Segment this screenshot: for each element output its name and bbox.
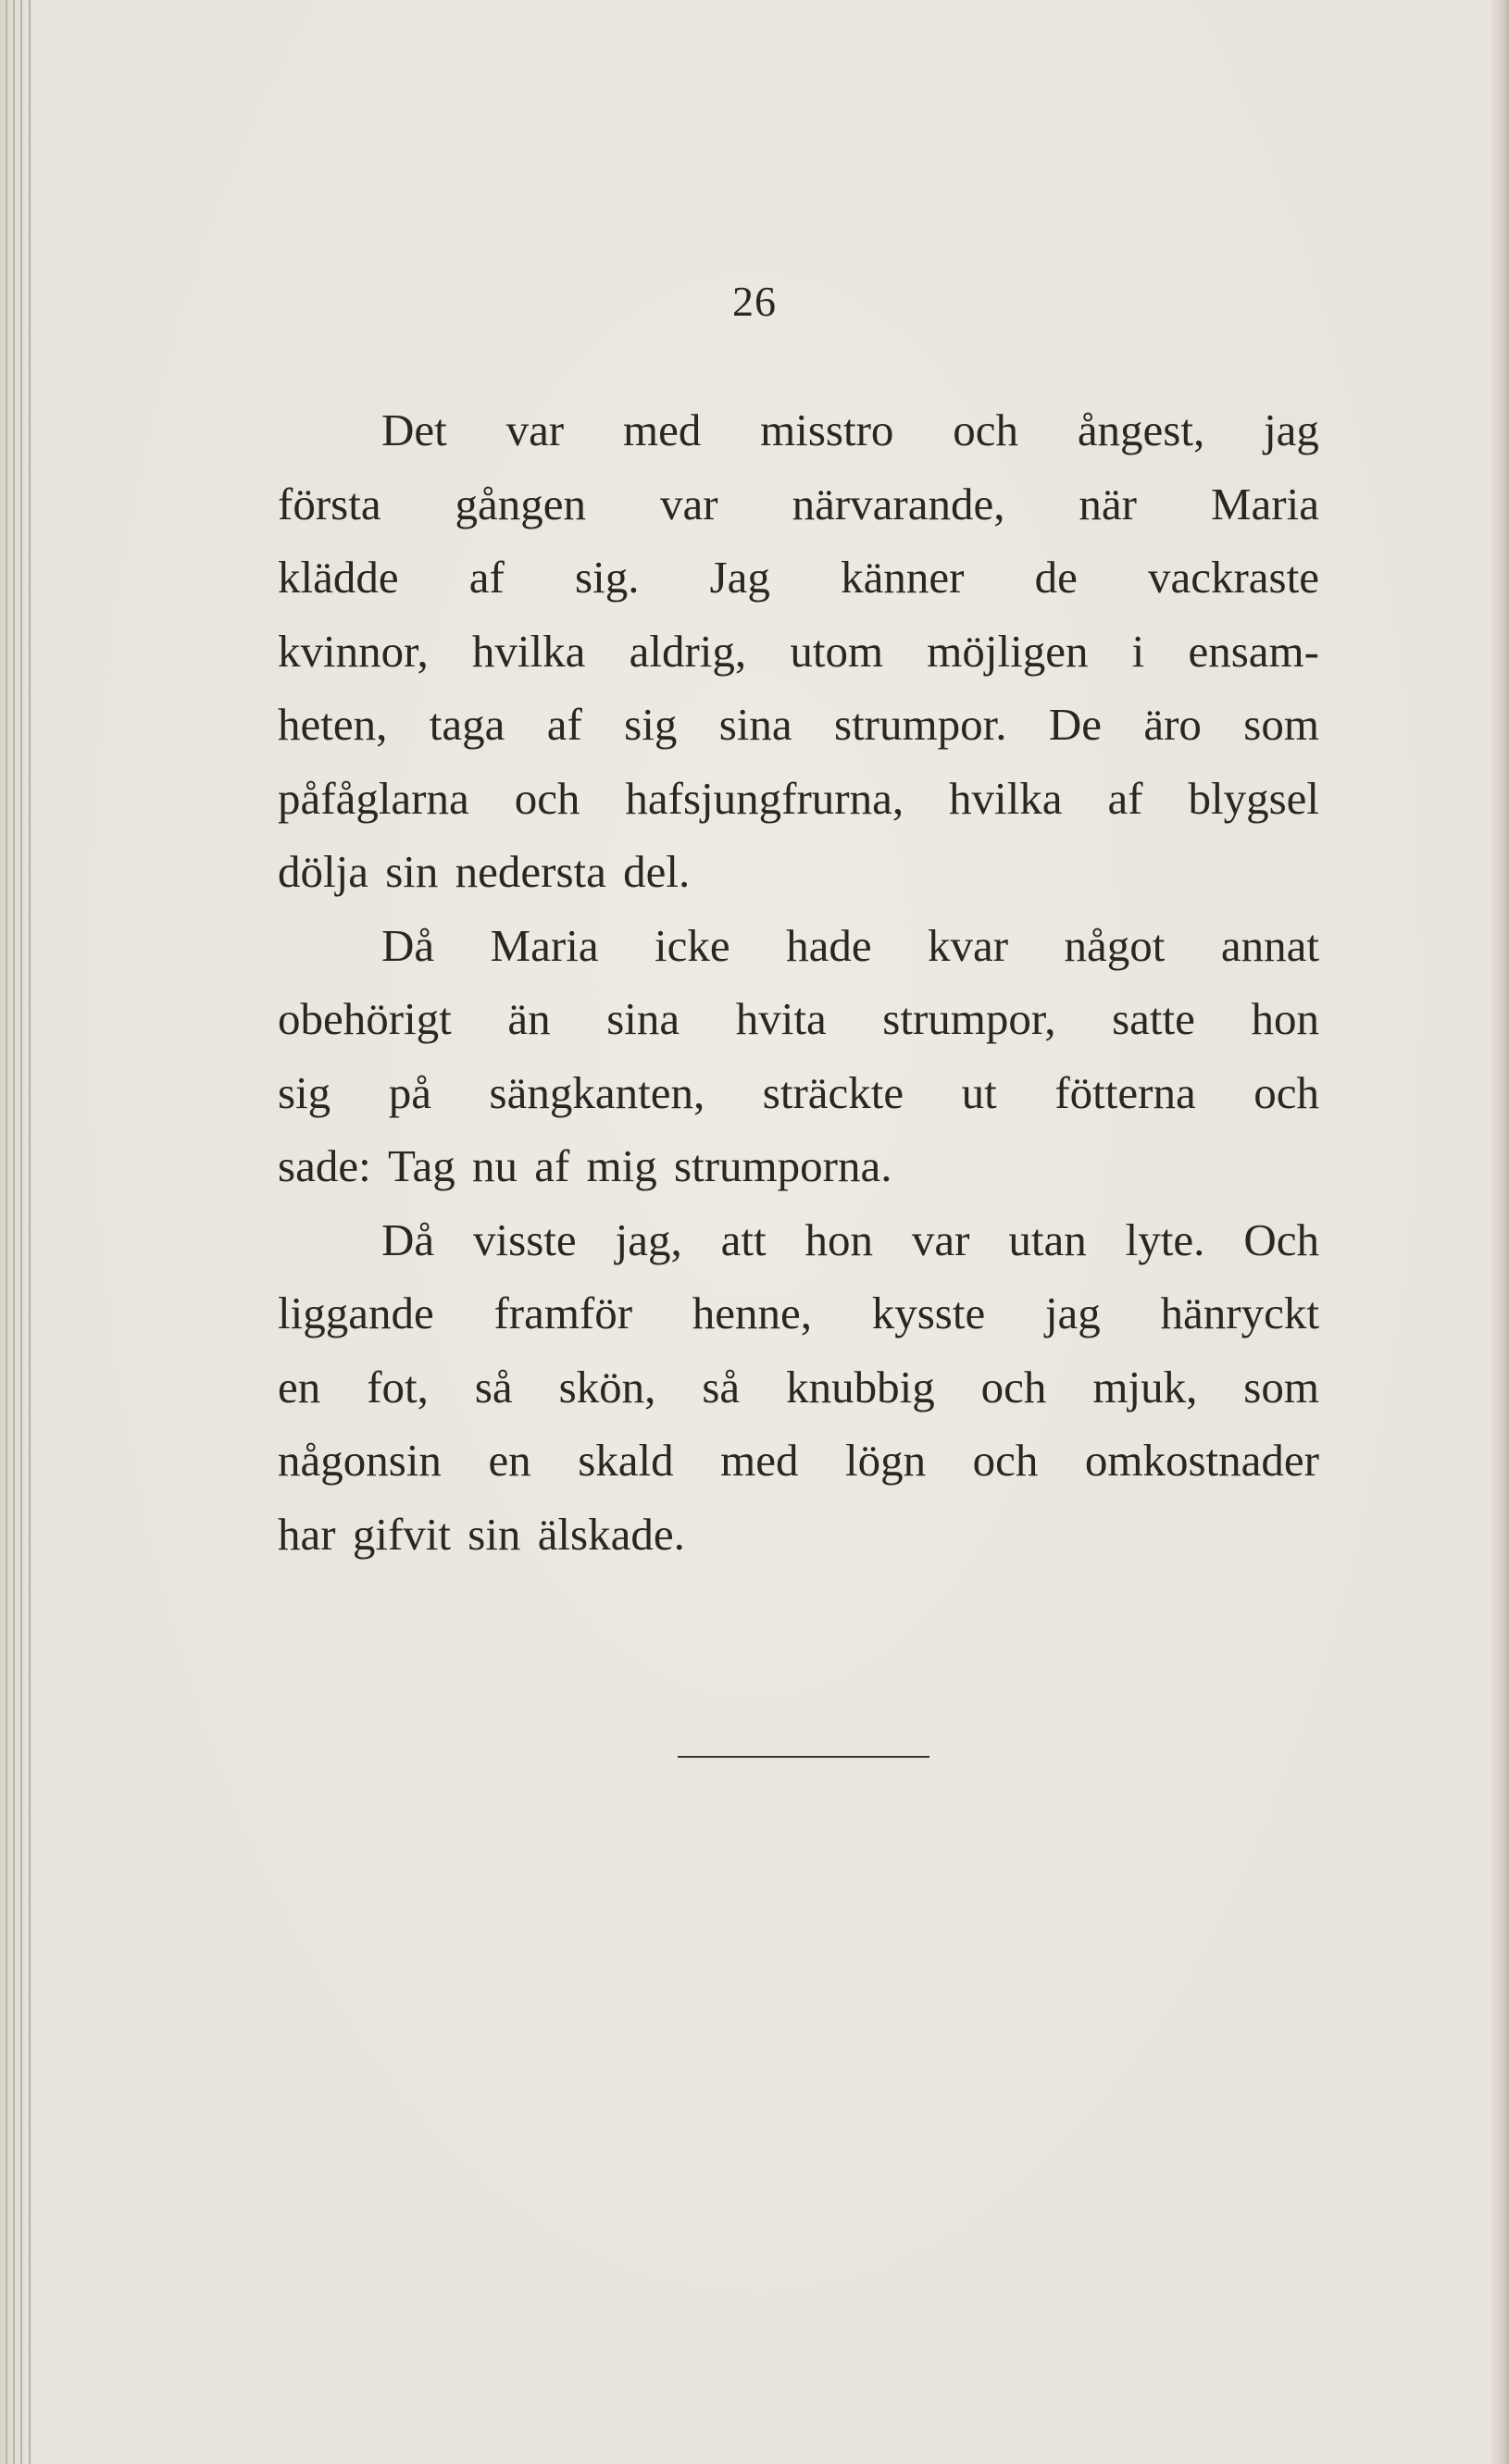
page-left-edge [0, 0, 37, 2464]
word: så [702, 1361, 741, 1412]
word: af [546, 699, 582, 750]
word: jag [1044, 1288, 1101, 1338]
word: de [1034, 552, 1078, 603]
word: var [660, 478, 718, 529]
word: Maria [1210, 478, 1319, 529]
word: gången [455, 478, 587, 529]
word: kysste [871, 1288, 986, 1338]
word: ångest, [1077, 404, 1205, 455]
word: utan [1008, 1213, 1087, 1265]
word: och [514, 772, 580, 824]
word: aldrig, [629, 625, 747, 677]
word: sträckte [762, 1066, 904, 1118]
word: Tag [387, 1140, 472, 1191]
word: närvarande, [792, 478, 1005, 529]
word: sig [278, 1066, 331, 1118]
word: någonsin [278, 1435, 442, 1486]
word: med [720, 1435, 799, 1486]
text-line [278, 688, 1319, 762]
text-line [278, 982, 1319, 1056]
word: hvita [735, 993, 827, 1044]
section-rule [678, 1756, 929, 1758]
word: Jag [709, 552, 770, 603]
page-number: 26 [732, 278, 777, 325]
word: var [911, 1213, 970, 1265]
word: Maria [490, 919, 599, 971]
word: af [534, 1140, 587, 1191]
word: hade [786, 919, 872, 971]
word: att [720, 1213, 767, 1265]
word: sig. [575, 552, 640, 603]
edge-line [20, 0, 22, 2464]
word: mig [586, 1140, 675, 1191]
word: och [980, 1361, 1047, 1412]
word: har [278, 1508, 353, 1560]
word: nu [471, 1140, 535, 1191]
word: kvinnor, [278, 625, 429, 677]
word: kvar [928, 919, 1009, 971]
word: påfåglarna [278, 772, 469, 824]
word: heten, [278, 699, 388, 750]
word: De [1048, 699, 1102, 750]
word: på [388, 1066, 431, 1118]
word: och [953, 404, 1018, 455]
text-line [278, 909, 1319, 983]
word: var [505, 404, 565, 455]
word: mjuk, [1092, 1361, 1198, 1412]
word: sängkanten, [489, 1066, 705, 1118]
word: sina [606, 993, 680, 1044]
word: möjligen [927, 625, 1089, 677]
word: sig [624, 699, 678, 750]
word: hvilka [471, 625, 586, 677]
word: annat [1220, 919, 1319, 971]
word: skön, [558, 1361, 656, 1412]
word: misstro [760, 404, 894, 455]
word: känner [841, 552, 965, 603]
word: och [972, 1435, 1039, 1486]
word: af [1107, 772, 1143, 824]
word: så [474, 1361, 513, 1412]
word: Då [381, 919, 435, 971]
word: af [468, 552, 505, 603]
word: jag, [615, 1213, 682, 1265]
word: en [488, 1435, 531, 1486]
word: liggande [278, 1288, 434, 1338]
word: sin [385, 846, 455, 897]
word: strumpor, [882, 993, 1056, 1044]
word: taga [429, 699, 505, 750]
word: med [622, 404, 702, 455]
word: nedersta [455, 846, 624, 897]
text-line [278, 615, 1319, 689]
word: sade: [278, 1140, 388, 1191]
word: som [1243, 699, 1319, 750]
text-line [278, 467, 1319, 541]
word: Då [381, 1213, 435, 1265]
word: i [1131, 625, 1145, 677]
word: lyte. [1125, 1213, 1205, 1265]
page-right-edge [1489, 0, 1509, 2464]
word: ut [961, 1066, 997, 1118]
word: gifvit [352, 1508, 468, 1560]
word: knubbig [786, 1361, 935, 1412]
text-line [278, 1498, 1319, 1572]
word: dölja [278, 846, 386, 897]
word: del. [623, 846, 691, 897]
text-line [278, 541, 1319, 615]
word: första [278, 478, 381, 529]
word: Och [1243, 1213, 1319, 1265]
word: blygsel [1188, 772, 1319, 824]
word: hänryckt [1160, 1288, 1319, 1338]
word: strumporna. [674, 1140, 892, 1191]
edge-line [6, 0, 7, 2464]
word: hon [1251, 993, 1319, 1044]
edge-line [13, 0, 15, 2464]
text-line [278, 393, 1319, 467]
word: ensam- [1188, 625, 1319, 677]
text-line [278, 1056, 1319, 1130]
word: lögn [845, 1435, 927, 1486]
word: hafsjungfrurna, [625, 772, 904, 824]
text-line [278, 1350, 1319, 1425]
word: jag [1264, 404, 1319, 455]
word: än [507, 993, 551, 1044]
text-line [278, 1203, 1319, 1277]
word: henne, [692, 1288, 813, 1338]
word: icke [655, 919, 730, 971]
word: hvilka [949, 772, 1063, 824]
word: omkostnader [1084, 1435, 1319, 1486]
text-line [278, 1129, 1319, 1203]
word: hon [804, 1213, 873, 1265]
word: fötterna [1054, 1066, 1196, 1118]
text-line [278, 1276, 1319, 1350]
body-text [278, 393, 1319, 1571]
word: skald [578, 1435, 674, 1486]
word: vackraste [1147, 552, 1319, 603]
word: utom [790, 625, 884, 677]
word: obehörigt [278, 993, 452, 1044]
word: framför [493, 1288, 633, 1338]
text-line [278, 835, 1319, 909]
edge-line [29, 0, 31, 2464]
word: som [1243, 1361, 1319, 1412]
word: visste [473, 1213, 577, 1265]
word: sina [718, 699, 792, 750]
word: klädde [278, 552, 399, 603]
word: och [1253, 1066, 1319, 1118]
word: när [1079, 478, 1137, 529]
word: älskade. [537, 1508, 685, 1560]
word: fot, [367, 1361, 429, 1412]
word: strumpor. [834, 699, 1007, 750]
text-line [278, 1424, 1319, 1498]
text-line [278, 762, 1319, 836]
word: äro [1143, 699, 1202, 750]
word: Det [381, 404, 447, 455]
word: sin [468, 1508, 538, 1560]
word: en [278, 1361, 321, 1412]
word: något [1064, 919, 1166, 971]
word: satte [1112, 993, 1195, 1044]
